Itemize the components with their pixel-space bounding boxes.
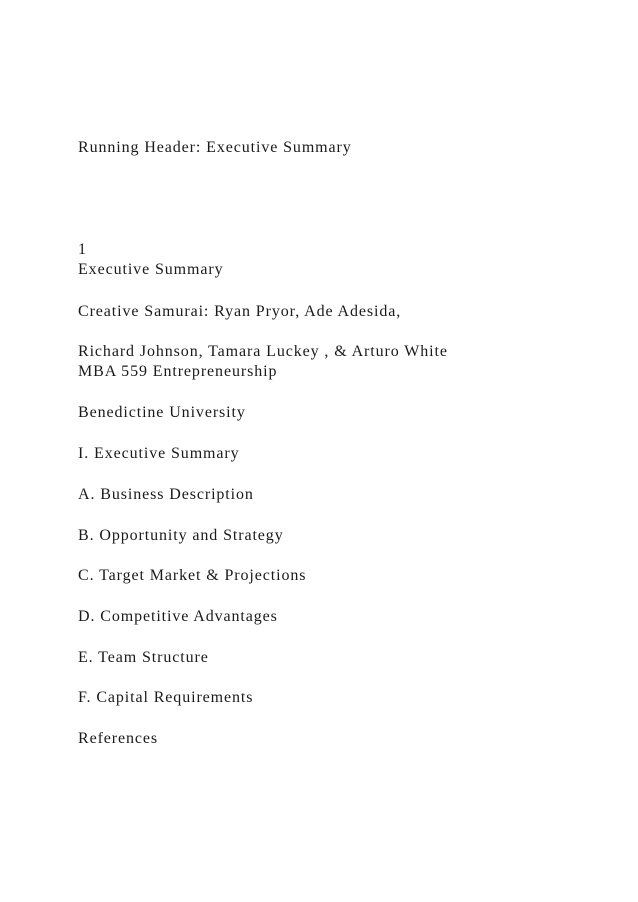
outline-item: A. Business Description: [78, 486, 254, 503]
outline-item: D. Competitive Advantages: [78, 608, 278, 625]
outline-item: B. Opportunity and Strategy: [78, 527, 284, 544]
outline-item: E. Team Structure: [78, 649, 209, 666]
outline-item: C. Target Market & Projections: [78, 567, 307, 584]
university-name: Benedictine University: [78, 404, 246, 421]
running-header: Running Header: Executive Summary: [78, 139, 352, 156]
course-name: MBA 559 Entrepreneurship: [78, 363, 278, 380]
authors-line-1: Creative Samurai: Ryan Pryor, Ade Adesida,: [78, 303, 402, 320]
authors-line-2: Richard Johnson, Tamara Luckey , & Arturo White: [78, 343, 448, 360]
outline-item: I. Executive Summary: [78, 445, 240, 462]
page-number: 1: [78, 241, 87, 258]
document-title: Executive Summary: [78, 261, 224, 278]
references-heading: References: [78, 730, 159, 747]
outline-item: F. Capital Requirements: [78, 689, 254, 706]
